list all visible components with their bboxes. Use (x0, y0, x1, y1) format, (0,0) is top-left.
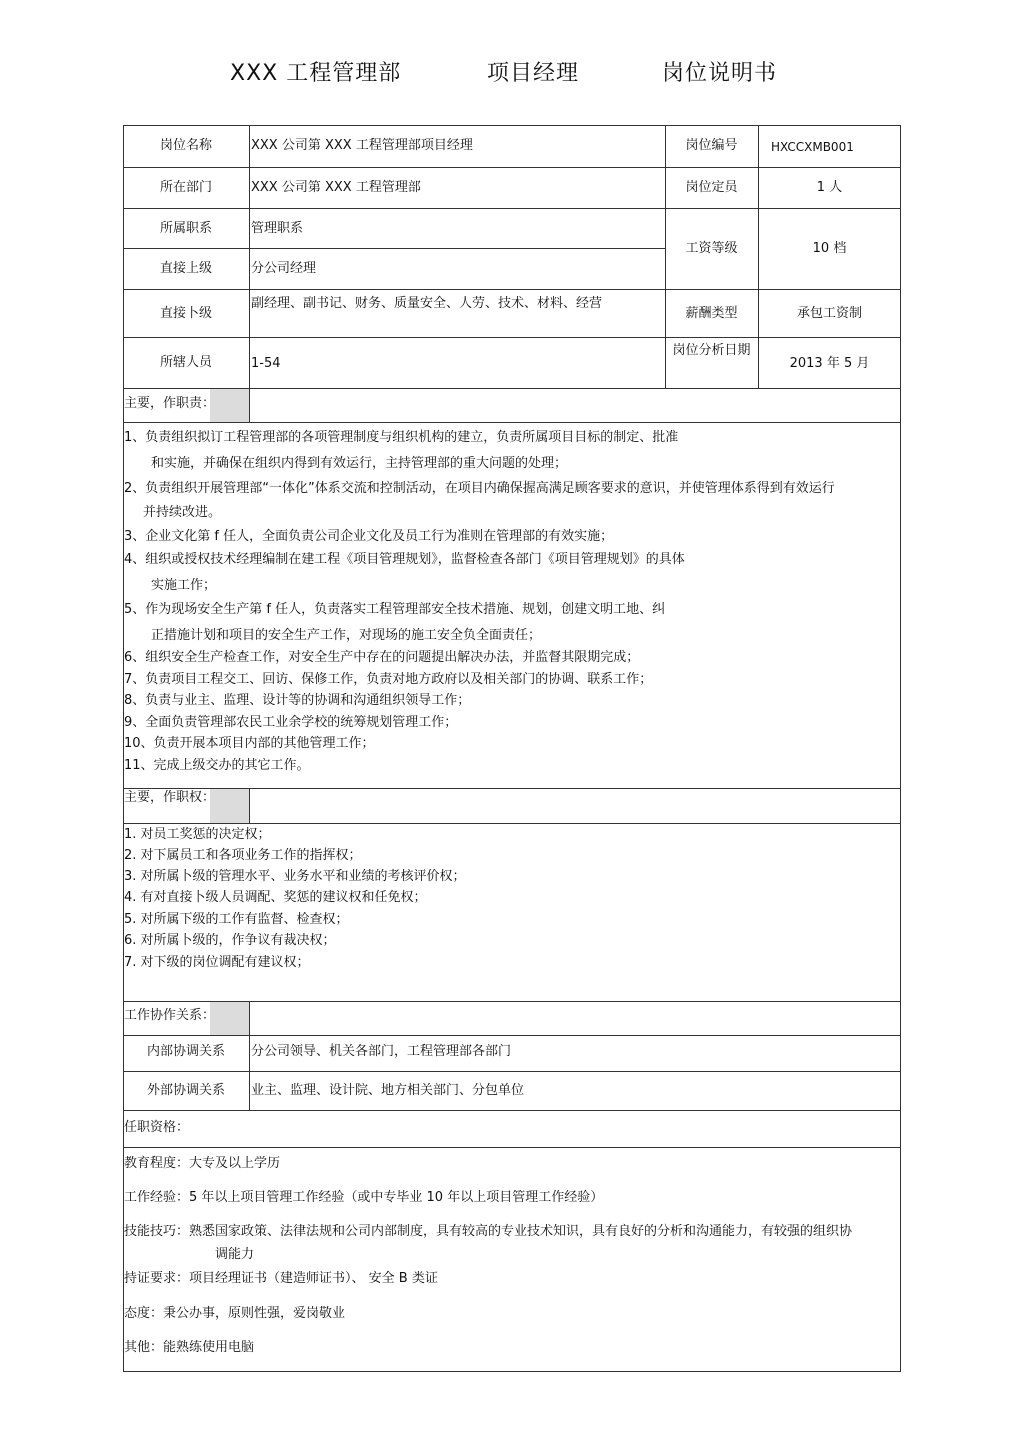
column-divider (249, 125, 250, 388)
duty-line: 和实施，并确保在组织内得到有效运行，主持管理部的重大问题的处理； (151, 456, 568, 471)
column-divider (249, 388, 250, 422)
analysis-date-value: 2013 年 5 月 (789, 356, 870, 371)
duty-line: 1、负责组织拟订工程管理部的各项管理制度与组织机构的建立，负责所属项目目标的制定、批准 (124, 430, 679, 445)
duty-line: 3、企业文化第 f 任人，全面负责公司企业文化及员工行为准则在管理部的有效实施； (124, 529, 614, 544)
duty-line: 正措施计划和项目的安全生产工作，对现场的施工安全负全面责任； (151, 628, 542, 643)
position-name-label: 岗位名称 (159, 138, 212, 153)
row-divider (123, 208, 901, 209)
duty-line: 8、负责与业主、监理、设计等的协调和沟通组织领导工作； (124, 693, 471, 708)
staff-count-label: 所辖人员 (159, 355, 212, 370)
header-shade (210, 789, 249, 823)
attitude-requirement: 态度：秉公办事，原则性强，爱岗敬业 (124, 1306, 346, 1321)
right-line: 7. 对下级的岗位调配有建议权； (124, 955, 310, 970)
column-divider (249, 1001, 250, 1110)
internal-relation-value: 分公司领导、机关各部门，工程管理部各部门 (251, 1044, 512, 1059)
header-shade (210, 1002, 249, 1035)
right-line: 3. 对所属卜级的管理水平、业务水平和业绩的考核评价权； (124, 869, 466, 884)
right-line: 1. 对员工奖惩的决定权； (124, 827, 271, 842)
external-relation-label: 外部协调关系 (146, 1083, 225, 1098)
duty-line: 2、负责组织开展管理部“一体化”体系交流和控制活动，在项目内确保握高满足顾客要求的意识，并使管理体系得到有效运行 (124, 481, 835, 496)
row-divider (123, 1035, 901, 1036)
duty-line: 7、负责项目工程交工、回访、保修工作，负责对地方政府以及相关部门的协调、联系工作； (124, 672, 653, 687)
row-divider (123, 823, 901, 824)
org-title: XXX 工程管理部 (230, 61, 402, 86)
row-divider (123, 1071, 901, 1072)
duties-header: 主要，作职责： (124, 396, 216, 411)
duty-line: 11、完成上级交办的其它工作。 (124, 758, 310, 773)
department-label: 所在部门 (159, 180, 212, 195)
headcount-label: 岗位定员 (685, 180, 738, 195)
column-divider (249, 788, 250, 823)
job-series-label: 所属职系 (159, 221, 212, 236)
department-value: XXX 公司第 XXX 工程管理部 (251, 180, 421, 195)
analysis-date-label: 岗位分析日期 (672, 343, 751, 358)
headcount-value: 1 人 (816, 180, 843, 195)
right-line: 5. 对所属下级的工作有监督、检查权； (124, 912, 349, 927)
row-divider (123, 337, 901, 338)
row-divider (123, 289, 901, 290)
duty-line: 10、负责开展本项目内部的其他管理工作； (124, 736, 375, 751)
certificate-requirement: 持证要求：项目经理证书（建造师证书）、 安全 B 类证 (124, 1271, 438, 1286)
right-line: 2. 对下属员工和各项业务工作的指挥权； (124, 848, 362, 863)
duty-line: 4、组织或授权技术经理编制在建工程《项目管理规划》，监督检查各部门《项目管理规划》的具体 (124, 552, 685, 567)
direct-subordinate-value: 副经理、副书记、财务、质量安全、人劳、技术、材料、经营 (251, 296, 603, 311)
other-requirement: 其他：能熟练使用电脑 (124, 1340, 255, 1355)
right-line: 6. 对所属卜级的，作争议有裁决权； (124, 933, 336, 948)
direct-subordinate-label: 直接卜级 (159, 306, 212, 321)
position-code-value: HXCCXMB001 (771, 140, 854, 154)
duty-line: 6、组织安全生产检查工作，对安全生产中存在的问题提出解决办法，并监督其限期完成； (124, 650, 640, 665)
position-name-value: XXX 公司第 XXX 工程管理部项目经理 (251, 138, 473, 153)
row-divider (123, 422, 901, 423)
qualifications-header: 任职资格： (124, 1120, 190, 1135)
document-title: 岗位说明书 (662, 61, 778, 86)
direct-superior-label: 直接上级 (159, 261, 212, 276)
external-relation-value: 业主、监理、设计院、地方相关部门、分包单位 (251, 1083, 525, 1098)
experience-requirement: 工作经验：5 年以上项目管理工作经验（或中专毕业 10 年以上项目管理工作经验） (124, 1190, 604, 1205)
duty-line: 实施工作； (151, 578, 217, 593)
row-divider (123, 167, 901, 168)
direct-superior-value: 分公司经理 (251, 261, 317, 276)
job-series-value: 管理职系 (251, 221, 304, 236)
duty-line: 9、全面负责管理部农民工业余学校的统筹规划管理工作； (124, 715, 458, 730)
header-shade (210, 389, 249, 422)
right-line: 4. 有对直接卜级人员调配、奖惩的建议权和任免权； (124, 890, 427, 905)
row-divider (123, 248, 665, 249)
row-divider (123, 1110, 901, 1111)
internal-relation-label: 内部协调关系 (146, 1044, 225, 1059)
position-code-label: 岗位编号 (685, 138, 738, 153)
duty-line: 并持续改进。 (143, 505, 222, 520)
cooperation-header: 工作协作关系： (124, 1008, 216, 1023)
skills-requirement-cont: 调能力 (215, 1247, 255, 1262)
pay-type-value: 承包工资制 (796, 306, 862, 321)
salary-grade-label: 工资等级 (685, 241, 738, 256)
rights-header: 主要，作职权： (124, 790, 216, 805)
pay-type-label: 薪酬类型 (685, 306, 738, 321)
education-requirement: 教育程度：大专及以上学历 (124, 1156, 281, 1171)
position-title: 项目经理 (487, 61, 580, 86)
duty-line: 5、作为现场安全生产第 f 任人，负责落实工程管理部安全技术措施、规划，创建文明工地、纠 (124, 602, 666, 617)
salary-grade-value: 10 档 (812, 241, 847, 256)
skills-requirement: 技能技巧：熟悉国家政策、法律法规和公司内部制度，具有较高的专业技术知识，具有良好的分析和沟通能力，有较强的组织协 (124, 1224, 853, 1239)
staff-count-value: 1-54 (251, 356, 281, 371)
row-divider (123, 1147, 901, 1148)
